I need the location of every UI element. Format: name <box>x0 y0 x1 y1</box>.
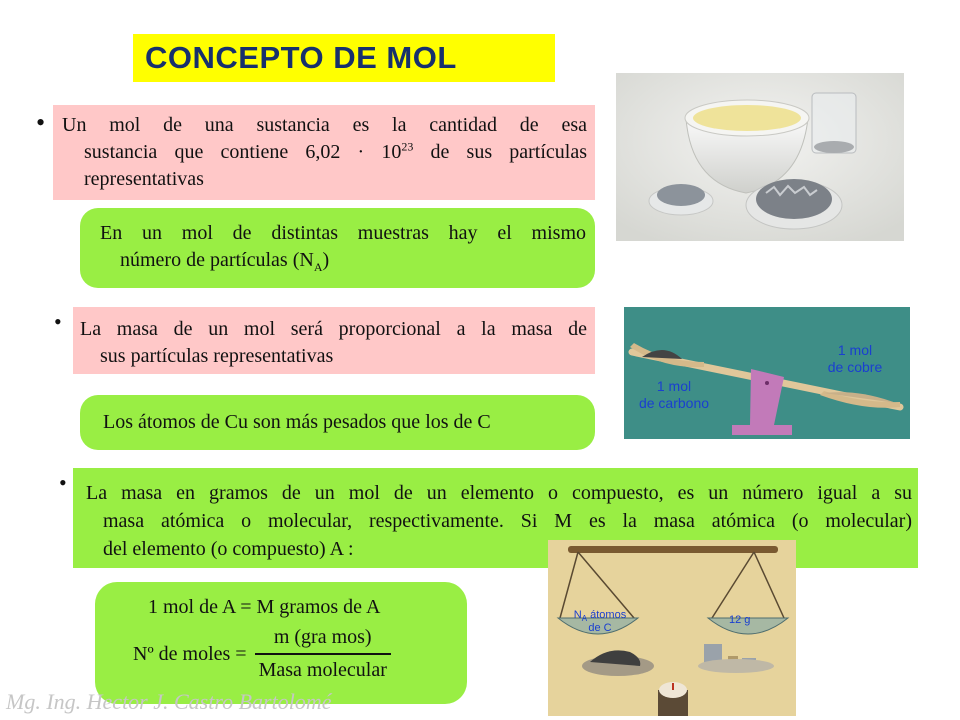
definition-line-2-text: sustancia que contiene 6,02 · 10 <box>84 141 402 163</box>
proportional-line-2: sus partículas representativas <box>100 345 334 367</box>
avogadro-line-2 <box>100 247 586 274</box>
balance-left-n: N <box>573 609 582 621</box>
definition-line-1: Un mol de una sustancia es la cantidad de esa <box>62 114 587 136</box>
label-cobre-line-1: 1 mol <box>837 342 873 358</box>
substances-photo <box>616 73 904 241</box>
balance-label-right: 12 g <box>729 614 751 626</box>
balance-left-line-2: de C <box>588 622 612 634</box>
bullet-3: • <box>59 470 67 495</box>
definition-line-2 <box>62 139 587 166</box>
formula-lhs: Nº de moles = <box>133 642 247 665</box>
label-cobre-line-2: de cobre <box>827 359 883 375</box>
copper-carbon-text: Los átomos de Cu son más pesados que los de C <box>103 411 491 433</box>
proportional-text <box>80 316 587 370</box>
label-1mol-carbono <box>624 378 724 412</box>
balance-left-line-1 <box>560 609 640 622</box>
bullet-2: • <box>54 309 62 334</box>
formula-line-1: 1 mol de A = M gramos de A <box>148 596 381 618</box>
page-title: CONCEPTO DE MOL <box>145 40 457 75</box>
balance-left-tail: átomos <box>587 609 627 621</box>
definition-line-3: representativas <box>84 168 204 190</box>
definition-text <box>62 112 587 193</box>
balance-label-left <box>560 609 640 635</box>
molar-mass-line-3: del elemento (o compuesto) A : <box>103 538 354 560</box>
bullet-1: • <box>36 108 46 137</box>
avogadro-line-2-text: número de partículas (N <box>120 249 314 271</box>
molar-mass-line-1: La masa en gramos de un mol de un elemento o compuesto, es un número igual a su <box>86 482 912 504</box>
label-1mol-cobre <box>810 342 900 376</box>
avogadro-line-2-tail: ) <box>322 249 330 271</box>
avogadro-text <box>100 220 586 274</box>
proportional-line-1: La masa de un mol será proporcional a la masa de <box>80 318 587 340</box>
avogadro-subscript: A <box>313 260 323 274</box>
author-signature: Mg. Ing. Hector J. Castro Bartolomé <box>6 689 332 714</box>
definition-line-2-tail: de sus partículas <box>413 141 588 163</box>
label-carbono-line-2: de carbono <box>638 395 710 411</box>
exponent: 23 <box>401 139 414 154</box>
formula-fraction <box>255 624 391 684</box>
molar-mass-line-2: masa atómica o molecular, respectivamente. Si M es la masa atómica (o molecular) <box>103 510 912 532</box>
balance-left-subscript: A <box>581 614 588 624</box>
avogadro-line-1: En un mol de distintas muestras hay el mismo <box>100 222 586 244</box>
formula-moles <box>133 624 391 684</box>
formula-denominator: Masa molecular <box>258 659 387 681</box>
formula-numerator: m (gra mos) <box>273 626 372 648</box>
label-carbono-line-1: 1 mol <box>656 378 692 394</box>
